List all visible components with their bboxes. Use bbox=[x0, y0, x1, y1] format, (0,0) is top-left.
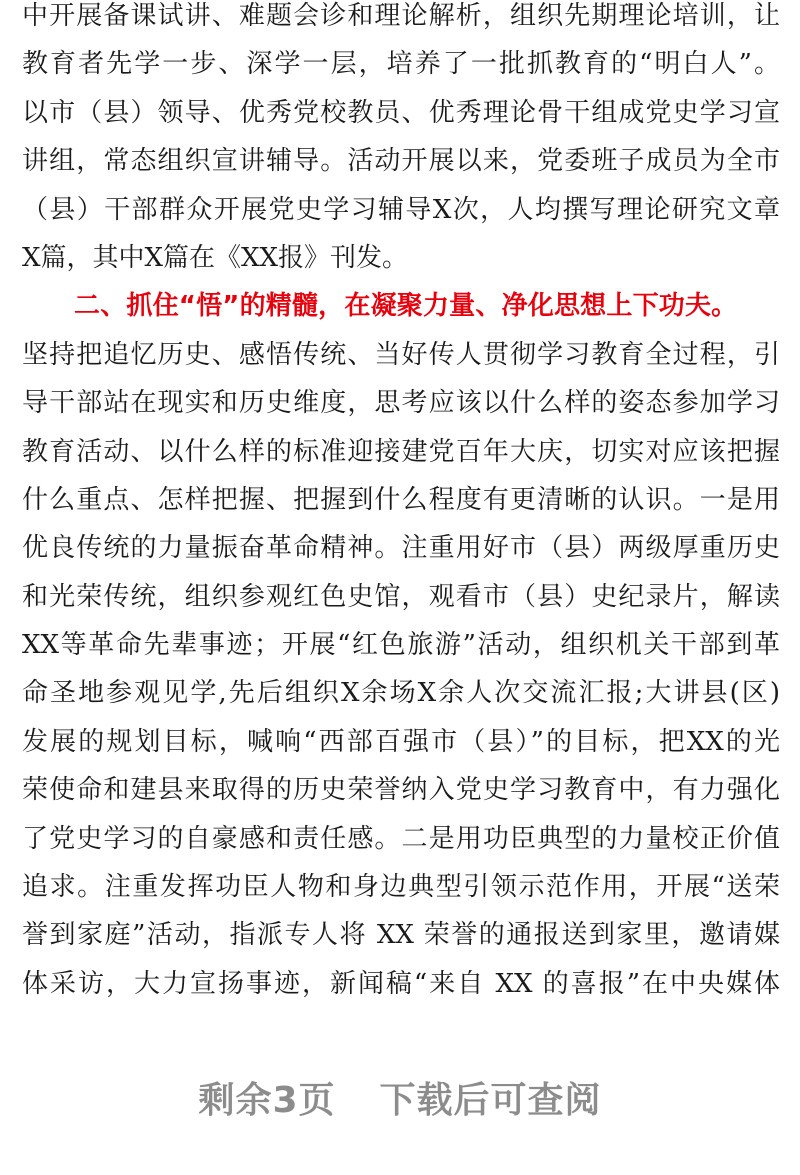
download-prompt[interactable] bbox=[0, 1072, 800, 1123]
text-line: （县）干部群众开展党史学习辅导X次，人均撰写理论研究文章 bbox=[22, 194, 780, 225]
text-line: 命圣地参观见学,先后组织X余场X余人次交流汇报;大讲县(区) bbox=[22, 678, 780, 709]
text-line: X篇，其中X篇在《XX报》刊发。 bbox=[22, 242, 409, 273]
text-line: 体采访，大力宣扬事迹，新闻稿“来自 XX 的喜报”在中央媒体 bbox=[22, 968, 780, 999]
text-line: 什么重点、怎样把握、把握到什么程度有更清晰的认识。一是用 bbox=[22, 484, 780, 515]
text-line: 追求。注重发挥功臣人物和身边典型引领示范作用，开展“送荣 bbox=[22, 872, 780, 903]
text-line: 了党史学习的自豪感和责任感。二是用功臣典型的力量校正价值 bbox=[22, 823, 780, 854]
text-line: 以市（县）领导、优秀党校教员、优秀理论骨干组成党史学习宣 bbox=[22, 97, 780, 128]
text-line: 导干部站在现实和历史维度，思考应该以什么样的姿态参加学习 bbox=[22, 388, 780, 419]
text-line: 发展的规划目标，喊响“西部百强市（县）”的目标，把XX的光 bbox=[22, 726, 780, 757]
document-page bbox=[22, 0, 780, 1008]
text-line: 讲组，常态组织宣讲辅导。活动开展以来，党委班子成员为全市 bbox=[22, 146, 780, 177]
text-line: XX等革命先辈事迹；开展“红色旅游”活动，组织机关干部到革 bbox=[22, 630, 780, 661]
text-line: 教育者先学一步、深学一层，培养了一批抓教育的“明白人”。 bbox=[22, 49, 780, 80]
text-line: 优良传统的力量振奋革命精神。注重用好市（县）两级厚重历史 bbox=[22, 533, 780, 564]
text-line: 中开展备课试讲、难题会诊和理论解析，组织先期理论培训，让 bbox=[22, 1, 780, 31]
download-to-view-label[interactable]: 下载后可查阅 bbox=[379, 1080, 602, 1121]
paragraph-2 bbox=[22, 331, 780, 1008]
remaining-pages-label: 剩余3页 bbox=[198, 1080, 336, 1121]
section-heading: 二、抓住“悟”的精髓，在凝聚力量、净化思想上下功夫。 bbox=[74, 291, 738, 322]
text-line: 教育活动、以什么样的标准迎接建党百年大庆，切实对应该把握 bbox=[22, 436, 780, 467]
text-line: 誉到家庭”活动，指派专人将 XX 荣誉的通报送到家里，邀请媒 bbox=[22, 920, 780, 951]
text-line: 坚持把追忆历史、感悟传统、当好传人贯彻学习教育全过程，引 bbox=[22, 339, 780, 370]
text-line: 和光荣传统，组织参观红色史馆，观看市（县）史纪录片，解读 bbox=[22, 581, 780, 612]
paragraph-1 bbox=[22, 0, 780, 282]
text-line: 荣使命和建县来取得的历史荣誉纳入党史学习教育中，有力强化 bbox=[22, 775, 780, 806]
